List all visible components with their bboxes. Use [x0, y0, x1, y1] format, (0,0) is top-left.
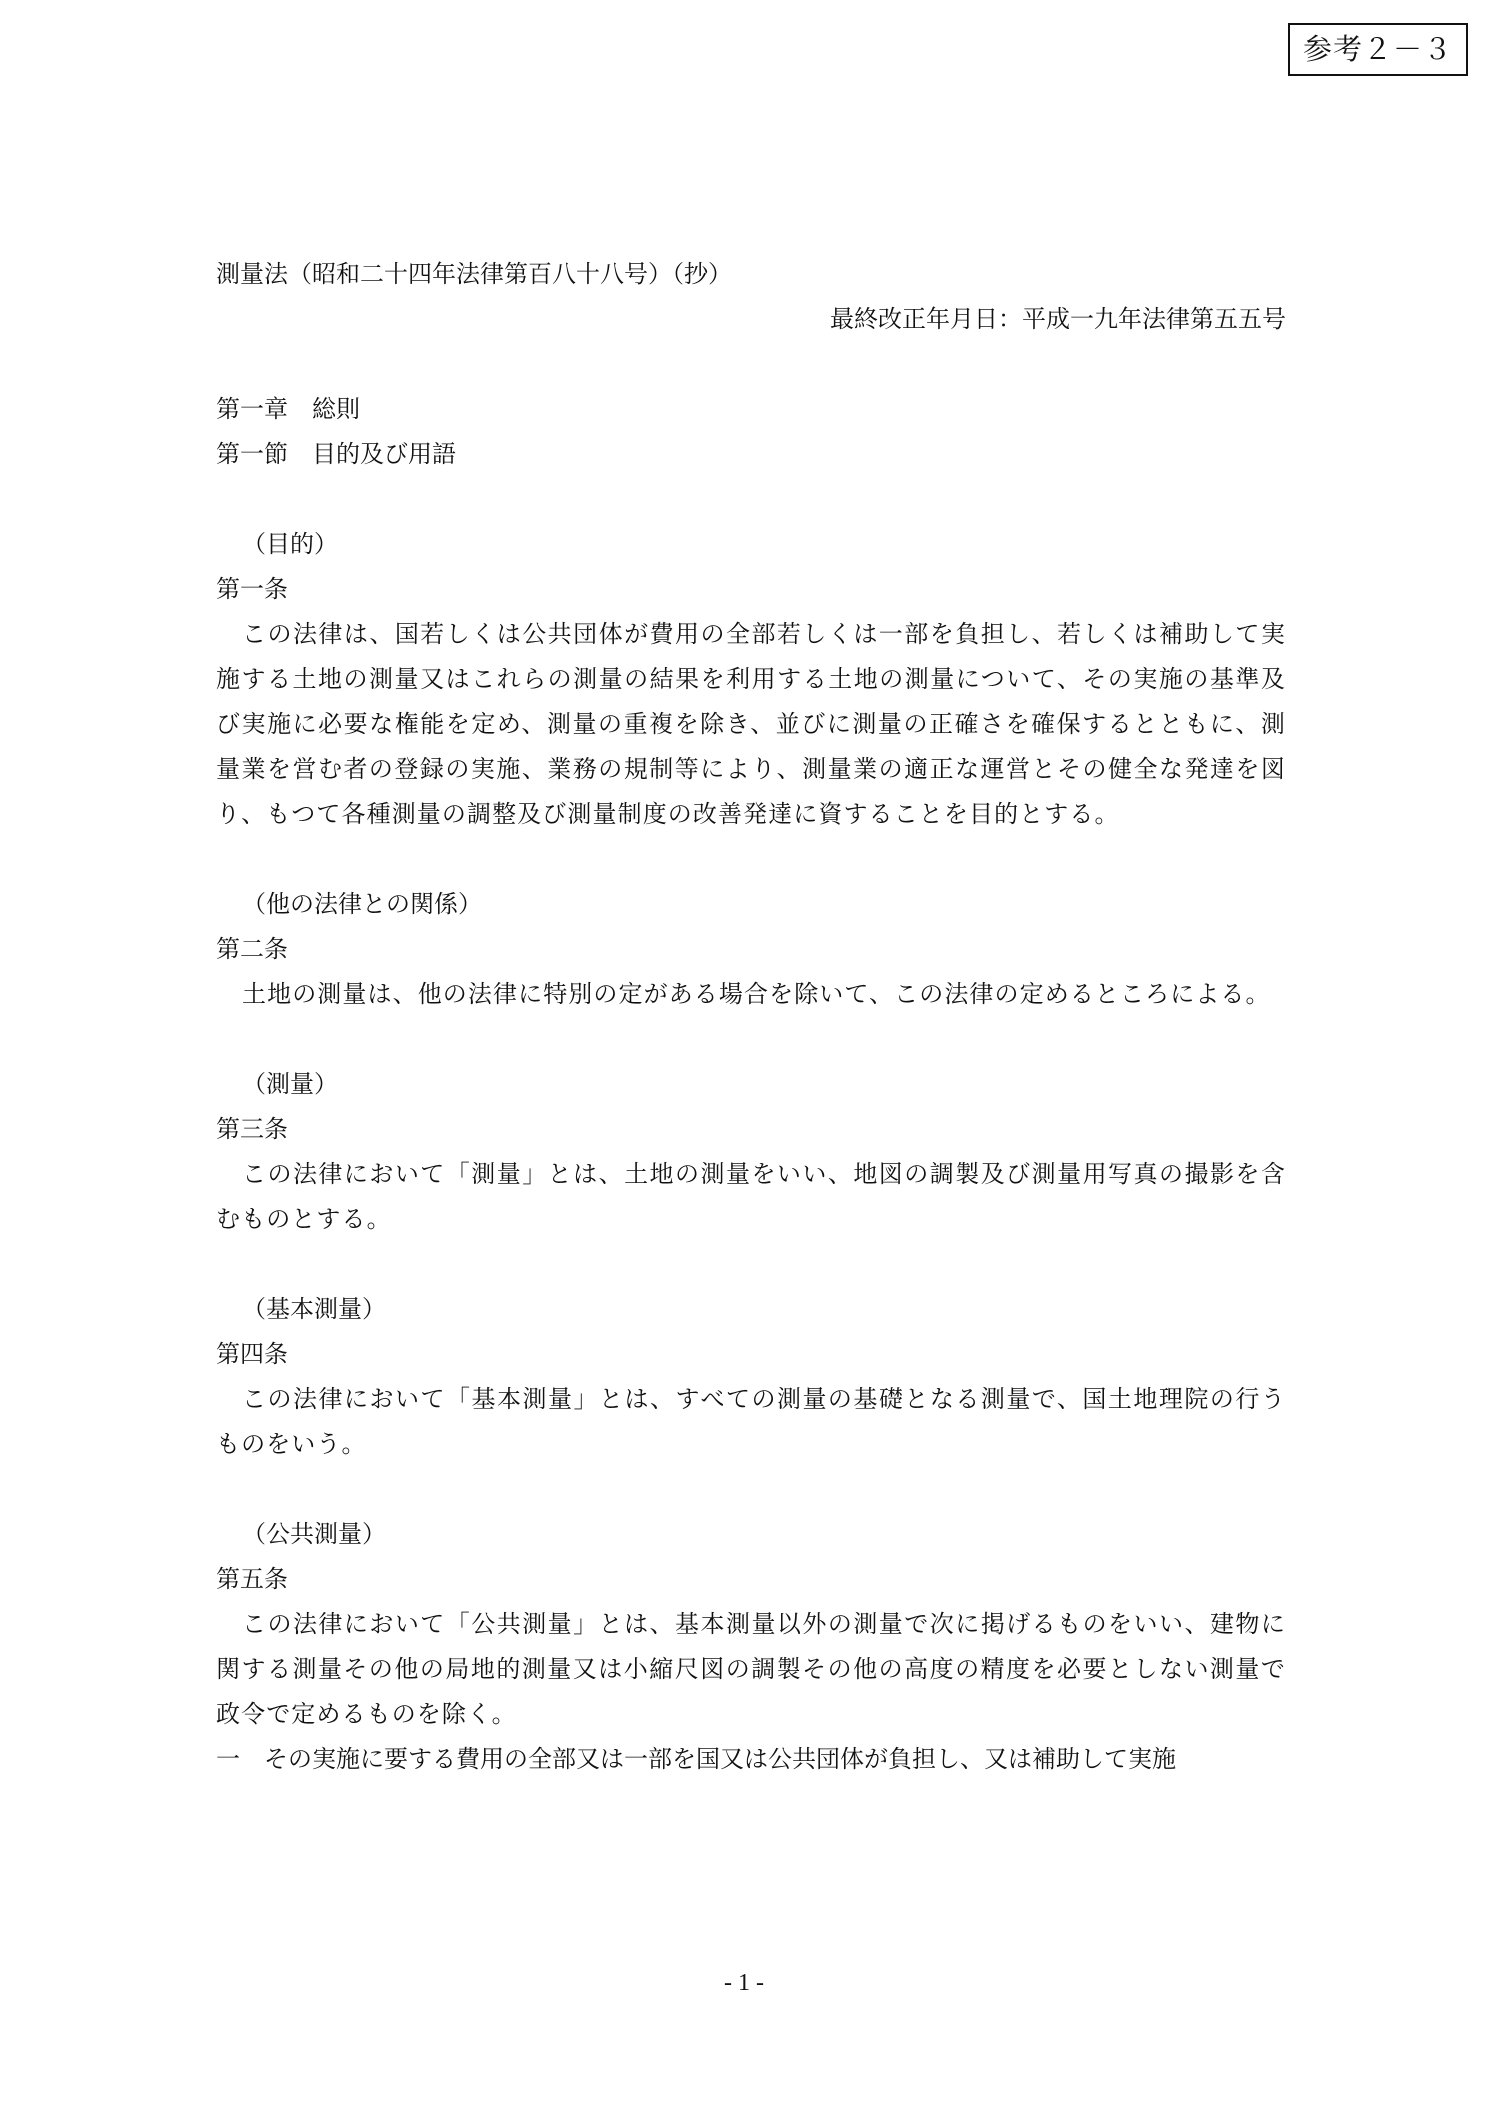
article-caption: （公共測量） [242, 1520, 386, 1548]
article-2 [216, 882, 1286, 1017]
article-3 [216, 1062, 1286, 1242]
article-caption: （基本測量） [242, 1295, 386, 1323]
article-text: 土地の測量は、他の法律に特別の定がある場合を除いて、この法律の定めるところによる。 [242, 980, 1271, 1008]
article-number: 第四条 [216, 1340, 288, 1368]
article-number: 第一条 [216, 575, 288, 603]
article-number: 第五条 [216, 1565, 288, 1593]
page-number: - 1 - [724, 1970, 764, 1996]
article-text: この法律において「基本測量」とは、すべての測量の基礎となる測量で、国土地理院の行うものをいう。 [216, 1385, 1286, 1458]
document-body [216, 252, 1286, 1782]
last-amended-date: 最終改正年月日：平成一九年法律第五五号 [830, 305, 1286, 333]
chapter-heading: 第一章 総則 [216, 395, 360, 423]
article-1 [216, 522, 1286, 837]
article-caption: （他の法律との関係） [242, 890, 482, 918]
article-item: 一 その実施に要する費用の全部又は一部を国又は公共団体が負担し、又は補助して実施 [216, 1745, 1176, 1773]
document-title: 測量法（昭和二十四年法律第百八十八号）（抄） [216, 260, 732, 288]
article-text: この法律は、国若しくは公共団体が費用の全部若しくは一部を負担し、若しくは補助して実施する土地の測量又はこれらの測量の結果を利用する土地の測量について、その実施の基準及び実施に必要な権能を定め、測量の重複を除き、並びに測量の正確さを確保するとともに、測量業を営む者の登録の実施、業務の規制等により、測量業の適正な運営とその健全な発達を図り、もつて各種測量の調整及び測量制度の改善発達に資することを目的とする。 [216, 620, 1286, 828]
section-heading: 第一節 目的及び用語 [216, 440, 456, 468]
article-4 [216, 1287, 1286, 1467]
article-caption: （測量） [242, 1070, 338, 1098]
article-number: 第二条 [216, 935, 288, 963]
article-number: 第三条 [216, 1115, 288, 1143]
article-text: この法律において「測量」とは、土地の測量をいい、地図の調製及び測量用写真の撮影を含むものとする。 [216, 1160, 1286, 1233]
reference-label: 参考２－３ [1288, 23, 1468, 76]
article-text: この法律において「公共測量」とは、基本測量以外の測量で次に掲げるものをいい、建物に関する測量その他の局地的測量又は小縮尺図の調製その他の高度の精度を必要としない測量で政令で定めるものを除く。 [216, 1610, 1286, 1728]
article-caption: （目的） [242, 530, 338, 558]
article-5 [216, 1512, 1286, 1782]
